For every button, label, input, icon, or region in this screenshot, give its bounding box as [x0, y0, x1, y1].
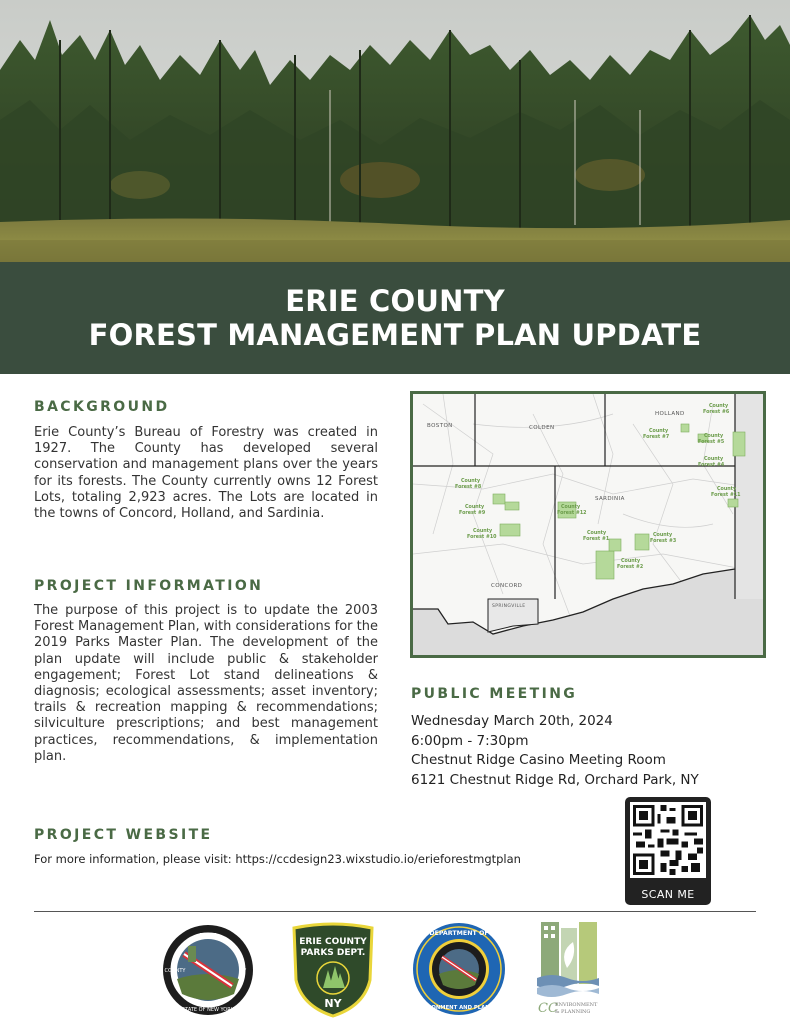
map-forest-1-label-b: Forest #1	[583, 537, 610, 542]
map-forest-7-label-a: County	[649, 429, 669, 434]
seal-text-top: ERIE	[199, 932, 217, 940]
map-town-colden: COLDEN	[529, 425, 555, 431]
footer-divider	[34, 911, 756, 912]
ce-line1: ENVIRONMENT	[555, 1002, 598, 1008]
map-town-concord: CONCORD	[491, 583, 523, 589]
map-forest-12-label-b: Forest #12	[557, 511, 587, 516]
background-text: Erie County’s Bureau of Forestry was created in 1927. The County has developed several conservation and management plans over the years for its forests. The County currently owns 12 Forest Lots, totaling 2,923 acres. The Lots are located in the towns of Concord, Holland, and Sardinia.	[34, 425, 378, 522]
map-forest-10-label-a: County	[473, 529, 493, 534]
page-title-line2: FOREST MANAGEMENT PLAN UPDATE	[88, 318, 702, 352]
map-forest-10-label-b: Forest #10	[467, 535, 497, 540]
erie-county-seal-logo	[162, 924, 254, 1016]
map-forest-11-label-a: County	[717, 487, 737, 492]
public-meeting-heading: PUBLIC MEETING	[411, 686, 578, 702]
map-forest-6-label-a: County	[709, 404, 729, 409]
map-forest-9-label-a: County	[465, 505, 485, 510]
map-forest-8-label-a: County	[461, 479, 481, 484]
title-banner	[0, 262, 790, 374]
hero-forest-photo	[0, 0, 790, 262]
map-forest-5-label-a: County	[704, 434, 724, 439]
seal-text-right: OF	[239, 968, 247, 974]
ce-line2: & PLANNING	[555, 1009, 591, 1015]
ce-initials: CC	[538, 1001, 558, 1016]
map-forest-3-label-a: County	[653, 533, 673, 538]
map-town-holland: HOLLAND	[655, 411, 685, 417]
parks-line2: PARKS DEPT.	[300, 948, 366, 958]
qr-code-badge[interactable]	[625, 797, 711, 905]
map-forest-5-label-b: Forest #5	[698, 440, 725, 445]
map-forest-9-label-b: Forest #9	[459, 511, 486, 516]
map-town-boston: BOSTON	[427, 423, 453, 429]
background-heading: BACKGROUND	[34, 399, 170, 415]
cc-environment-planning-logo	[537, 922, 599, 1018]
qr-code-icon[interactable]	[630, 802, 706, 878]
forest-lots-map	[410, 391, 766, 658]
meeting-time: 6:00pm - 7:30pm	[411, 732, 529, 749]
page-title-line1: ERIE COUNTY	[285, 284, 505, 318]
erie-county-parks-dept-logo	[290, 922, 376, 1018]
project-website-link[interactable]: For more information, please visit: https://ccdesign23.wixstudio.io/erieforestmgtplan	[34, 852, 521, 866]
map-forest-2-label-a: County	[621, 559, 641, 564]
map-forest-1-label-a: County	[587, 531, 607, 536]
map-forest-12-label-a: County	[561, 505, 581, 510]
map-town-springville: SPRINGVILLE	[492, 604, 526, 609]
dep-text-bottom: ENVIRONMENT AND PLANNING	[413, 1005, 505, 1011]
map-forest-3-label-b: Forest #3	[650, 539, 677, 544]
project-information-heading: PROJECT INFORMATION	[34, 578, 264, 594]
seal-text-left: COUNTY	[164, 968, 186, 974]
project-information-text: The purpose of this project is to update the 2003 Forest Management Plan, with considerations for the 2019 Parks Master Plan. The development of the plan update will include public & stakeholder engagement; Forest Lot stand delineations & diagnosis; ecological assessments; asset inventory; trails & recreation mapping & recommendations; silviculture prescriptions; and best management practices, recommendations, & implementation plan.	[34, 603, 378, 764]
meeting-date: Wednesday March 20th, 2024	[411, 713, 613, 729]
map-forest-4-label-b: Forest #4	[698, 463, 725, 468]
department-environment-planning-logo	[412, 922, 506, 1016]
parks-bottom: NY	[324, 997, 342, 1010]
parks-line1: ERIE COUNTY	[299, 937, 367, 947]
map-forest-11-label-b: Forest #11	[711, 493, 741, 498]
map-forest-7-label-b: Forest #7	[643, 435, 670, 440]
seal-text-bottom: STATE OF NEW YORK	[182, 1007, 234, 1013]
map-forest-2-label-b: Forest #2	[617, 565, 644, 570]
scan-me-label: SCAN ME	[641, 888, 695, 901]
map-forest-4-label-a: County	[704, 457, 724, 462]
meeting-address: 6121 Chestnut Ridge Rd, Orchard Park, NY	[411, 771, 699, 788]
public-meeting-details	[411, 712, 699, 790]
map-forest-8-label-b: Forest #8	[455, 485, 482, 490]
dep-text-top: DEPARTMENT OF	[429, 930, 489, 937]
map-town-sardinia: SARDINIA	[595, 496, 625, 502]
meeting-location: Chestnut Ridge Casino Meeting Room	[411, 752, 666, 768]
map-forest-6-label-b: Forest #6	[703, 410, 730, 415]
project-website-heading: PROJECT WEBSITE	[34, 827, 213, 843]
